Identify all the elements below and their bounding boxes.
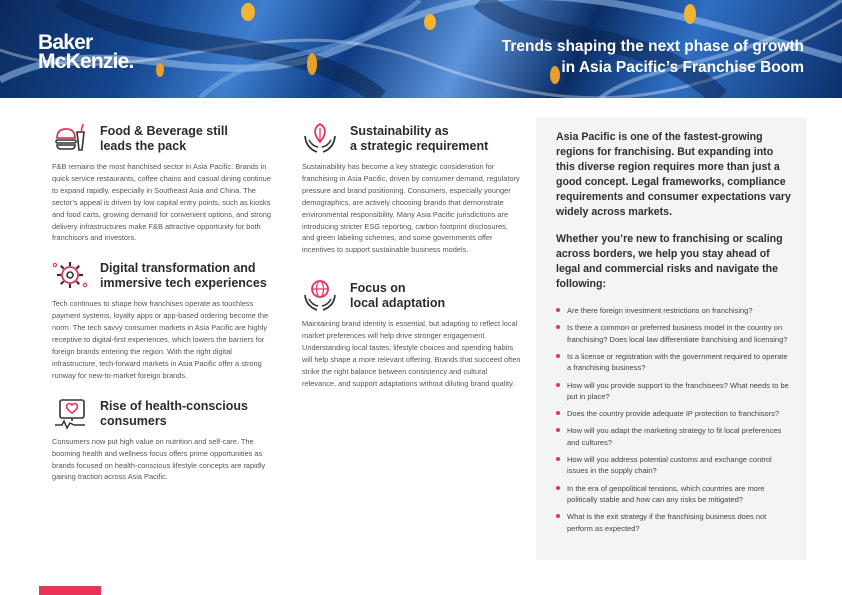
- list-item: Does the country provide adequate IP protection to franchisors?: [556, 408, 791, 419]
- section-header: [52, 257, 274, 293]
- page-title: [384, 36, 804, 78]
- section-local-adaptation: [302, 277, 522, 389]
- sidebar-intro: Asia Pacific is one of the fastest-growing regions for franchising. But expanding into this diverse region requires more than just a good concept. Legal frameworks, compliance requirements and consumer expectations vary widely across markets.: [556, 131, 791, 218]
- section-body: Sustainability has become a key strategic consideration for franchising in Asia Pacific, driven by consumer demand, regulatory pressure and brand positioning. Consumers, especially younger demographics, are actively choosing brands that demonstrate environmental responsibility. Many Asia Pacific jurisdictions are introducing stricter ESG reporting, carbon footprint disclosures, and green labeling schemes, and some governments offer incentives to support sustainable business models.: [302, 162, 520, 255]
- section-body: Maintaining brand identity is essential, but adapting to reflect local market preferences will help drive stronger engagement. Understanding local tastes, lifestyle choices and spending habits will help shape a more relevant offering. Brands that succeed often strike the right balance between consistency and cultural relevance, and support adaptations without diluting brand quality.: [302, 319, 521, 388]
- food-beverage-icon: [52, 120, 88, 156]
- list-item: How will you adapt the marketing strategy to fit local preferences and cultures?: [556, 425, 791, 448]
- title-line-1: Digital transformation and: [100, 261, 256, 276]
- list-item: Is a license or registration with the government required to operate a franchising business?: [556, 351, 791, 374]
- logo-line-2: McKenzie.: [38, 50, 134, 73]
- title-line-1: Food & Beverage still: [100, 124, 228, 138]
- list-item: Are there foreign investment restrictions on franchising?: [556, 305, 791, 316]
- section-title: [100, 120, 228, 154]
- sidebar-panel: [536, 117, 807, 560]
- title-line-2: local adaptation: [350, 296, 446, 311]
- sidebar-subintro: Whether you’re new to franchising or scaling across borders, we help you stay ahead of legal and commercial risks and navigate the following:: [556, 233, 783, 291]
- section-title: [100, 257, 267, 291]
- baker-mckenzie-logo[interactable]: [38, 33, 134, 71]
- title-line-1: Sustainability as: [350, 124, 449, 138]
- digital-gear-icon: [52, 257, 88, 293]
- list-item: Is there a common or preferred business model in the country on franchising? Does local law differentiate franchising and licensing?: [556, 322, 791, 345]
- section-body: F&B remains the most franchised sector in Asia Pacific. Brands in quick service restaurants, coffee chains and casual dining continue to expand rapidly, especially in Southeast Asia and China. The sector’s appeal is driven by low capital entry points, such as kiosks and food carts, growing demand for convenient options, and strong delivery infrastructures make F&B attractive opportunity for both franchisors and investors.: [52, 162, 271, 243]
- title-line-2: immersive tech experiences: [100, 276, 267, 291]
- header-banner: [0, 0, 842, 98]
- logo-line-1: Baker: [38, 31, 93, 54]
- list-item: How will you address potential customs and exchange control issues in the supply chain?: [556, 454, 791, 477]
- page-title-line-1: Trends shaping the next phase of growth: [501, 38, 804, 55]
- section-digital-transformation: [52, 257, 274, 381]
- section-header: [302, 120, 522, 156]
- left-column: [52, 120, 274, 483]
- list-item: How will you provide support to the franchisees? What needs to be put in place?: [556, 380, 791, 403]
- section-food-beverage: [52, 120, 274, 244]
- list-item: What is the exit strategy if the franchising business does not perform as expected?: [556, 511, 791, 534]
- title-line-1: Rise of health-conscious: [100, 398, 248, 413]
- title-line-2: leads the pack: [100, 139, 187, 153]
- title-line-2: a strategic requirement: [350, 139, 489, 153]
- section-header: [302, 277, 522, 313]
- leaf-hands-icon: [302, 120, 338, 156]
- health-monitor-icon: [52, 395, 88, 431]
- middle-column: [302, 120, 522, 390]
- page-title-line-2: in Asia Pacific’s Franchise Boom: [561, 59, 804, 76]
- section-title: [350, 120, 488, 154]
- section-body: Consumers now put high value on nutrition and self-care. The booming health and wellness focus offers prime opportunities as brands focused on health-conscious lifestyle concepts are rapidly gaining traction across Asia Pacific.: [52, 436, 266, 482]
- section-health-conscious: [52, 395, 274, 484]
- section-header: [52, 395, 274, 431]
- section-sustainability: [302, 120, 522, 256]
- question-list: [556, 305, 791, 534]
- globe-hands-icon: [302, 277, 338, 313]
- accent-bar: [39, 586, 101, 595]
- section-title: [100, 395, 248, 429]
- section-header: [52, 120, 274, 156]
- title-line-2: consumers: [100, 413, 167, 428]
- list-item: In the era of geopolitical tensions, which countries are more politically stable and how can any risks be mitigated?: [556, 483, 791, 506]
- title-line-1: Focus on: [350, 281, 406, 296]
- section-body: Tech continues to shape how franchises operate as touchless payment systems, loyalty apps or app-based ordering become the norm. The tech savvy consumer markets in Asia Pacific are highly receptive to digital-first experiences, which lowers the barriers for foreign brands entering the region. With the right digital infrastructure, tech-forward markets in Asia Pacific offer a strong runway for new-to-market foreign brands.: [52, 299, 269, 380]
- section-title: [350, 277, 445, 311]
